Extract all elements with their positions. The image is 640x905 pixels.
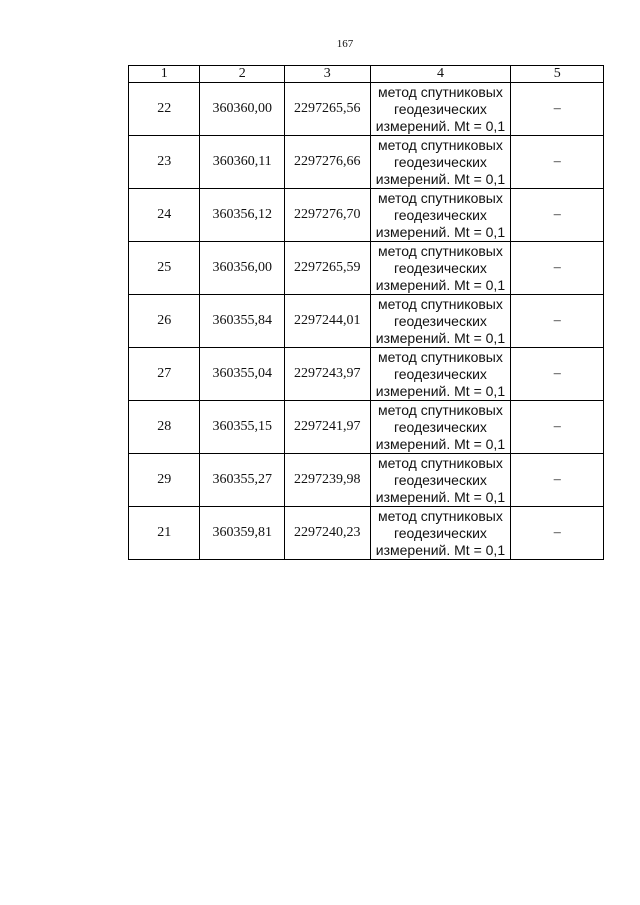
point-number-cell: 28: [129, 401, 200, 454]
table-row: [129, 83, 604, 136]
method-line: геодезических: [393, 524, 487, 541]
method-cell: [370, 189, 511, 242]
x-coordinate-cell: 360355,15: [200, 401, 285, 454]
method-line: метод спутниковых: [378, 136, 503, 153]
y-coordinate-cell: 2297244,01: [284, 295, 370, 348]
table-header-row: [129, 66, 604, 83]
column-header: 5: [511, 66, 604, 83]
point-number-cell: 26: [129, 295, 200, 348]
table-row: [129, 136, 604, 189]
table-row: [129, 401, 604, 454]
coordinates-table: [128, 65, 604, 560]
column-header: 1: [129, 66, 200, 83]
column-5-cell: –: [511, 348, 604, 401]
y-coordinate-cell: 2297243,97: [284, 348, 370, 401]
method-line: геодезических: [393, 418, 487, 435]
y-coordinate-cell: 2297241,97: [284, 401, 370, 454]
method-cell: [370, 83, 511, 136]
point-number-cell: 22: [129, 83, 200, 136]
table-row: [129, 507, 604, 560]
method-line: геодезических: [393, 100, 487, 117]
method-line: метод спутниковых: [378, 348, 503, 365]
x-coordinate-cell: 360355,27: [200, 454, 285, 507]
method-line: метод спутниковых: [378, 189, 503, 206]
point-number-cell: 29: [129, 454, 200, 507]
y-coordinate-cell: 2297265,56: [284, 83, 370, 136]
method-cell: [370, 242, 511, 295]
method-cell: [370, 454, 511, 507]
method-line: измерений. Mt = 0,1: [375, 488, 506, 505]
method-line: метод спутниковых: [378, 83, 503, 100]
table-row: [129, 348, 604, 401]
table-row: [129, 189, 604, 242]
table-row: [129, 454, 604, 507]
x-coordinate-cell: 360360,00: [200, 83, 285, 136]
method-line: метод спутниковых: [378, 454, 503, 471]
method-line: геодезических: [393, 206, 487, 223]
point-number-cell: 21: [129, 507, 200, 560]
method-line: метод спутниковых: [378, 507, 503, 524]
column-header: 2: [200, 66, 285, 83]
method-line: геодезических: [393, 471, 487, 488]
y-coordinate-cell: 2297239,98: [284, 454, 370, 507]
y-coordinate-cell: 2297276,66: [284, 136, 370, 189]
column-5-cell: –: [511, 189, 604, 242]
method-line: измерений. Mt = 0,1: [375, 170, 506, 187]
method-cell: [370, 295, 511, 348]
method-line: метод спутниковых: [378, 242, 503, 259]
x-coordinate-cell: 360356,00: [200, 242, 285, 295]
column-header: 3: [284, 66, 370, 83]
column-5-cell: –: [511, 136, 604, 189]
column-5-cell: –: [511, 83, 604, 136]
method-line: геодезических: [393, 312, 487, 329]
y-coordinate-cell: 2297276,70: [284, 189, 370, 242]
table-row: [129, 242, 604, 295]
method-line: геодезических: [393, 365, 487, 382]
column-5-cell: –: [511, 401, 604, 454]
method-cell: [370, 348, 511, 401]
table-body: [129, 83, 604, 560]
x-coordinate-cell: 360355,84: [200, 295, 285, 348]
method-line: измерений. Mt = 0,1: [375, 223, 506, 240]
method-line: метод спутниковых: [378, 401, 503, 418]
method-line: измерений. Mt = 0,1: [375, 435, 506, 452]
method-line: измерений. Mt = 0,1: [375, 329, 506, 346]
method-cell: [370, 136, 511, 189]
table-row: [129, 295, 604, 348]
method-line: измерений. Mt = 0,1: [375, 117, 506, 134]
method-line: измерений. Mt = 0,1: [375, 382, 506, 399]
column-header: 4: [370, 66, 511, 83]
x-coordinate-cell: 360356,12: [200, 189, 285, 242]
method-line: метод спутниковых: [378, 295, 503, 312]
point-number-cell: 27: [129, 348, 200, 401]
point-number-cell: 24: [129, 189, 200, 242]
method-line: геодезических: [393, 259, 487, 276]
method-line: измерений. Mt = 0,1: [375, 541, 506, 558]
x-coordinate-cell: 360355,04: [200, 348, 285, 401]
method-cell: [370, 507, 511, 560]
x-coordinate-cell: 360360,11: [200, 136, 285, 189]
column-5-cell: –: [511, 454, 604, 507]
y-coordinate-cell: 2297265,59: [284, 242, 370, 295]
method-line: измерений. Mt = 0,1: [375, 276, 506, 293]
point-number-cell: 25: [129, 242, 200, 295]
method-line: геодезических: [393, 153, 487, 170]
column-5-cell: –: [511, 242, 604, 295]
point-number-cell: 23: [129, 136, 200, 189]
method-cell: [370, 401, 511, 454]
column-5-cell: –: [511, 507, 604, 560]
y-coordinate-cell: 2297240,23: [284, 507, 370, 560]
x-coordinate-cell: 360359,81: [200, 507, 285, 560]
column-5-cell: –: [511, 295, 604, 348]
page-number: 167: [336, 38, 354, 50]
